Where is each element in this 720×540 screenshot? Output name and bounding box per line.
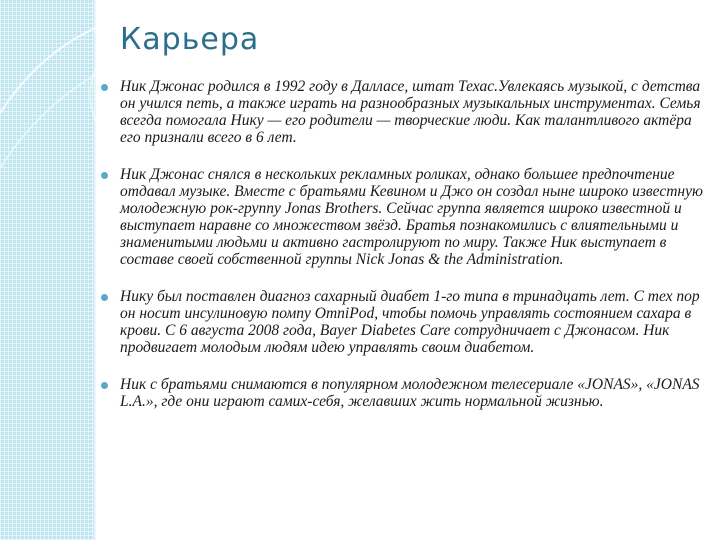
bullet-text: Ник Джонас снялся в нескольких рекламных роликах, однако большее предпочтение отдавал музыке. Вместе с братьями Кевином и Джо он создал ныне широко известную молодежную рок-группу Jonas Brothers. Сейчас группа является широко известной и выступает наравне со множеством звёзд. Братья познакомились с влиятельными и знаменитыми людьми и активно гастролируют по миру. Также Ник выступает в составе своей собственной группы Nick Jonas & the Administration. bbox=[120, 166, 703, 268]
bullet-marker bbox=[101, 294, 108, 301]
bullet-item bbox=[100, 166, 716, 268]
bullet-marker bbox=[101, 172, 108, 179]
bullet-item bbox=[100, 78, 716, 146]
bullet-item bbox=[100, 288, 716, 356]
bullet-list bbox=[100, 78, 716, 430]
bullet-marker bbox=[101, 382, 108, 389]
slide-title: Карьера bbox=[120, 22, 260, 57]
bullet-text: Нику был поставлен диагноз сахарный диабет 1-го типа в тринадцать лет. С тех пор он носит инсулиновую помпу OmniPod, чтобы помочь управлять состоянием сахара в крови. С 6 августа 2008 года, Bayer Diabetes Care сотрудничает с Джонасом. Ник продвигает молодым людям идею управлять своим диабетом. bbox=[120, 288, 700, 356]
bullet-marker bbox=[101, 84, 108, 91]
bullet-text: Ник Джонас родился в 1992 году в Далласе, штат Техас.Увлекаясь музыкой, с детства он учился петь, а также играть на разнообразных музыкальных инструментах. Семья всегда помогала Нику — его родители — творческие люди. Как талантливого актёра его признали всего в 6 лет. bbox=[120, 78, 701, 146]
bullet-text: Ник с братьями снимаются в популярном молодежном телесериале «JONAS», «JONAS L.A.», где они играют самих-себя, желавших жить нормальной жизнью. bbox=[120, 376, 700, 410]
bullet-item bbox=[100, 376, 716, 410]
